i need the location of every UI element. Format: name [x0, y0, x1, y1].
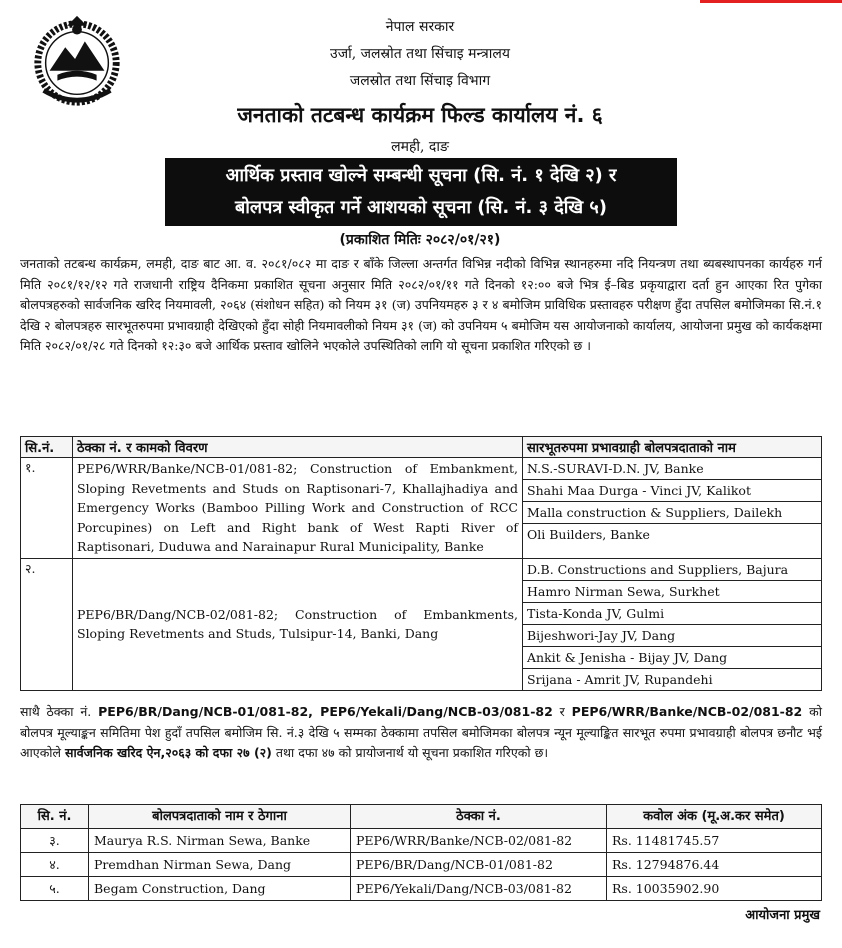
table-row	[21, 877, 822, 901]
bidder-name: Bijeshwori-Jay JV, Dang	[523, 625, 821, 647]
header-sn: सि.नं.	[21, 437, 73, 458]
ministry-name: उर्जा, जलस्रोत तथा सिंचाइ मन्त्रालय	[330, 46, 510, 62]
para2-contracts: PEP6/BR/Dang/NCB-01/081-82, PEP6/Yekali/Dang/NCB-03/081-82	[98, 704, 553, 719]
row-amount: Rs. 11481745.57	[607, 829, 822, 853]
header-sn: सि. नं.	[21, 805, 89, 829]
published-date: (प्रकाशित मितिः २०८२/०१/२१)	[339, 232, 501, 248]
header-bidder: बोलपत्रदाताको नाम र ठेगाना	[89, 805, 351, 829]
row-bidders	[523, 458, 822, 559]
row-bidder: Begam Construction, Dang	[89, 877, 351, 901]
bidder-name: D.B. Constructions and Suppliers, Bajura	[523, 559, 821, 581]
department-name: जलस्रोत तथा सिंचाइ विभाग	[349, 73, 491, 89]
para2-text-c: र	[559, 704, 565, 719]
row-sn: ३.	[21, 829, 89, 853]
row-sn: २.	[21, 558, 73, 690]
row-contract: PEP6/WRR/Banke/NCB-02/081-82	[351, 829, 607, 853]
table-row	[21, 558, 822, 690]
bidder-name: Oli Builders, Banke	[527, 527, 650, 542]
row-contract: PEP6/BR/Dang/NCB-01/081-82	[351, 853, 607, 877]
bidder-name: Ankit & Jenisha - Bijay JV, Dang	[523, 647, 821, 669]
banner-line-2: बोलपत्र स्वीकृत गर्ने आशयको सूचना (सि. नं. ३ देखि ५)	[234, 197, 607, 218]
para2-act-reference: सार्वजनिक खरिद ऐन,२०६३ को दफा २७ (२)	[65, 745, 272, 760]
signature-title: आयोजना प्रमुख	[745, 908, 820, 923]
top-red-line	[700, 0, 842, 3]
row-description: PEP6/BR/Dang/NCB-02/081-82; Construction of Embankments, Sloping Revetments and Studs, Tulsipur-14, Banki, Dang	[73, 558, 523, 690]
para2-text-e: को बोलपत्र मूल्याङ्कन समितिमा पेश हुदाँ तपसिल बमोजिम सि. नं.३ देखि ५ सम्मका ठेक्कामा तपसिल बमोजिमका बोलपत्र न्यून मूल्याङ्कित सारभूत रुपमा प्रभावग्राही बोलपत्र छनौट भई आएकोले	[20, 704, 822, 760]
para2-text-a: साथै ठेक्का नं.	[20, 704, 92, 719]
shortlisted-bidders-table	[20, 436, 822, 691]
header-amount: कवोल अंक (मू.अ.कर समेत)	[607, 805, 822, 829]
row-bidders	[523, 558, 822, 690]
office-title: जनताको तटबन्ध कार्यक्रम फिल्ड कार्यालय नं. ६	[237, 103, 603, 127]
row-sn: १.	[21, 458, 73, 559]
row-amount: Rs. 12794876.44	[607, 853, 822, 877]
row-bidder: Premdhan Nirman Sewa, Dang	[89, 853, 351, 877]
row-contract: PEP6/Yekali/Dang/NCB-03/081-82	[351, 877, 607, 901]
table-row	[21, 829, 822, 853]
table-row	[21, 853, 822, 877]
bidder-name: N.S.-SURAVI-D.N. JV, Banke	[523, 458, 821, 480]
bidder-name: Tista-Konda JV, Gulmi	[523, 603, 821, 625]
header-bidders: सारभूतरुपमा प्रभावग्राही बोलपत्रदाताको नाम	[523, 437, 822, 458]
row-description: PEP6/WRR/Banke/NCB-01/081-82; Construction of Embankment, Sloping Revetments and Studs on Raptisonari-7, Khallajhadiya and Emergency Works (Bamboo Pilling Work and Construction of RCC Porcupines) on Left and Right bank of West Rapti River of Raptisonari, Duduwa and Narainapur Rural Municipality, Banke	[73, 458, 523, 559]
header-contract: ठेक्का नं.	[351, 805, 607, 829]
table-row	[21, 458, 822, 559]
row-sn: ५.	[21, 877, 89, 901]
bidder-name: Hamro Nirman Sewa, Surkhet	[523, 581, 821, 603]
office-location: लमही, दाङ	[391, 139, 449, 155]
notice-paragraph-2	[20, 702, 822, 764]
para2-contract-last: PEP6/WRR/Banke/NCB-02/081-82	[571, 704, 803, 719]
row-sn: ४.	[21, 853, 89, 877]
para2-text-g: तथा दफा ४७ को प्रायोजनार्थ यो सूचना प्रकाशित गरिएको छ।	[275, 745, 549, 760]
notice-banner	[165, 158, 677, 226]
notice-paragraph-1: जनताको तटबन्ध कार्यक्रम, लमही, दाङ बाट आ. व. २०८१/०८२ मा दाङ र बाँके जिल्ला अन्तर्गत विभिन्न नदीको विभिन्न स्थानहरुमा नदि नियन्त्रण तथा ब्यबस्थापनका कार्यहरु गर्न मिति २०८१/१२/१२ गते राजधानी राष्ट्रिय दैनिकमा प्रकाशित सूचना अनुसार मिति २०८२/०१/११ गते दिनको १२:०० बजे भित्र ई–बिड प्रकृयाद्वारा दर्ता हुन आएका रित पुगेका बोलपत्रहरुको सार्वजनिक खरिद नियमावली, २०६४ (संशोधन सहित) को नियम ३१ (ज) उपनियमहरु ३ र ४ बमोजिम प्राविधिक प्रस्तावहरु परीक्षण हुँदा तपसिल बमोजिमका सि.नं.१ देखि २ बोलपत्रहरु सारभूतरुपमा प्रभावग्राही देखिएको हुँदा सोही नियमावलीको नियम ३१ (ज) को उपनियम ५ बमोजिम यस आयोजनाको कार्यालय, आयोजना प्रमुख को कार्यकक्षमा मिति २०८२/०१/२८ गते दिनको १२:३० बजे आर्थिक प्रस्ताव खोलिने भएकोले उपस्थितिको लागि यो सूचना प्रकाशित गरिएको छ ।	[20, 256, 822, 353]
nepal-govt-emblem-icon	[28, 12, 126, 110]
bidder-name: Malla construction & Suppliers, Dailekh	[523, 502, 821, 524]
intent-to-award-table	[20, 804, 822, 901]
row-bidder: Maurya R.S. Nirman Sewa, Banke	[89, 829, 351, 853]
row-amount: Rs. 10035902.90	[607, 877, 822, 901]
table-header-row	[21, 437, 822, 458]
bidder-name: Shahi Maa Durga - Vinci JV, Kalikot	[523, 480, 821, 502]
govt-name: नेपाल सरकार	[385, 19, 455, 35]
header-description: ठेक्का नं. र कामको विवरण	[73, 437, 523, 458]
table-header-row	[21, 805, 822, 829]
bidder-name: Srijana - Amrit JV, Rupandehi	[527, 671, 713, 687]
banner-line-1: आर्थिक प्रस्ताव खोल्ने सम्बन्धी सूचना (सि. नं. १ देखि २) र	[225, 165, 617, 186]
